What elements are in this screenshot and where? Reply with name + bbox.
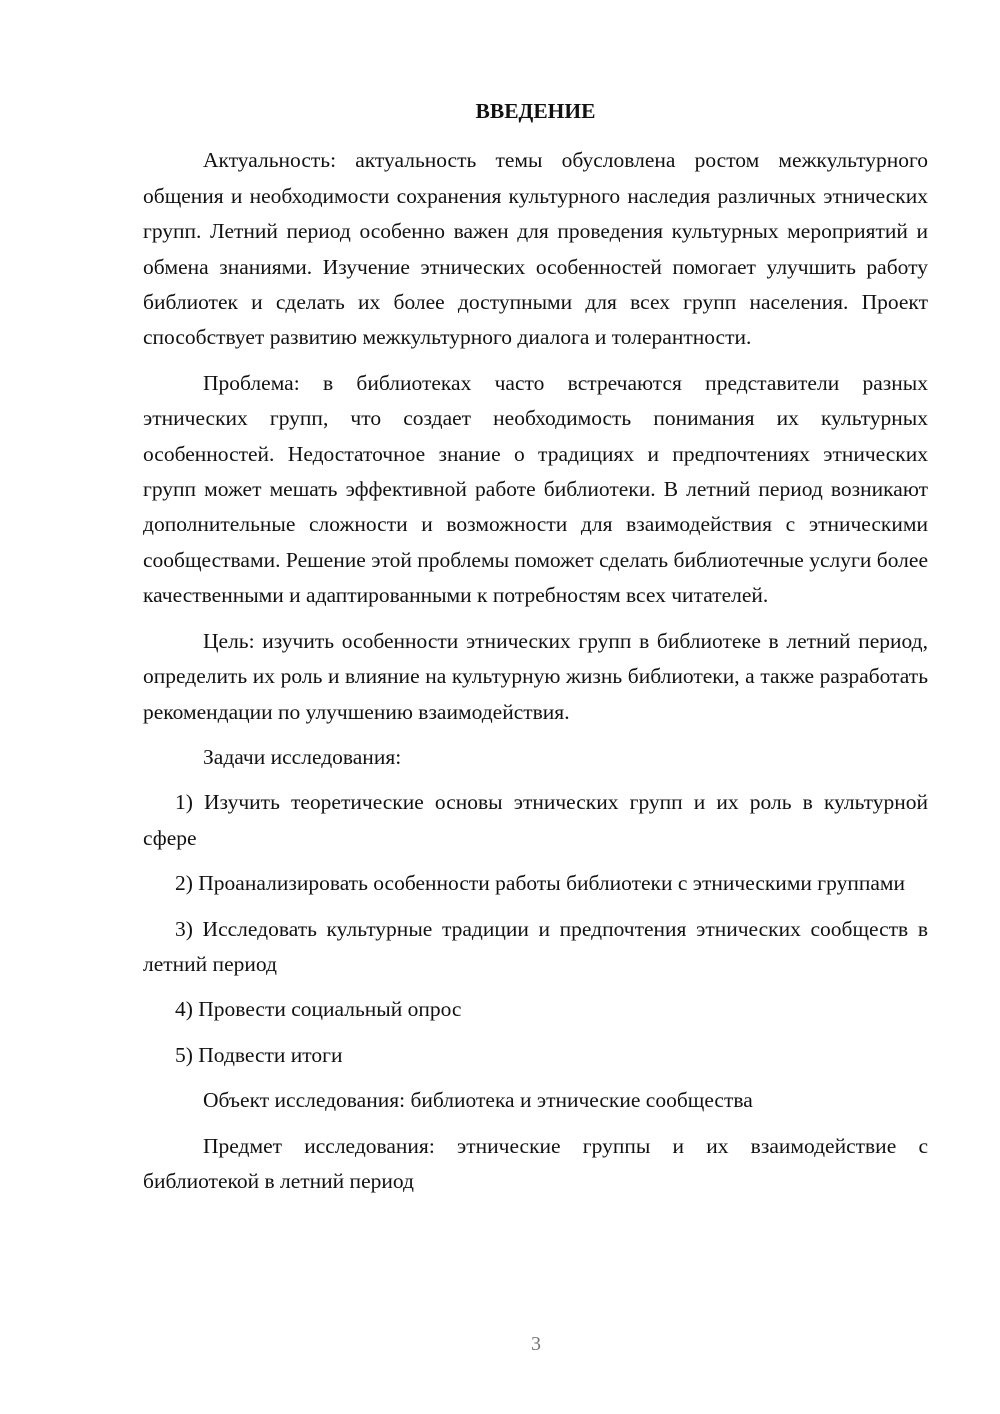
problem-paragraph: Проблема: в библиотеках часто встречаются представители разных этнических групп, что создает необходимость понимания их культурных особенностей. Недостаточное знание о традициях и предпочтениях этнических групп может мешать эффективной работе библиотеки. В летний период возникают дополнительные сложности и возможности для взаимодействия с этническими сообществами. Решение этой проблемы поможет сделать библиотечные услуги более качественными и адаптированными к потребностям всех читателей.: [143, 370, 928, 608]
task-item: 2) Проанализировать особенности работы библиотеки с этническими группами: [175, 871, 906, 896]
page-content: [143, 94, 928, 1199]
task-item: 3) Исследовать культурные традиции и предпочтения этнических сообществ в летний период: [143, 916, 928, 976]
object-paragraph: Объект исследования: библиотека и этнические сообщества: [203, 1088, 753, 1113]
goal-paragraph: Цель: изучить особенности этнических групп в библиотеке в летний период, определить их роль и влияние на культурную жизнь библиотеки, а также разработать рекомендации по улучшению взаимодействия.: [143, 628, 928, 724]
page-number: 3: [531, 1333, 541, 1355]
subject-paragraph: Предмет исследования: этнические группы и их взаимодействие с библиотекой в летний период: [143, 1133, 928, 1193]
task-item: 4) Провести социальный опрос: [175, 997, 462, 1022]
task-item: 1) Изучить теоретические основы этнических групп и их роль в культурной сфере: [143, 790, 928, 850]
task-item: 5) Подвести итоги: [175, 1042, 343, 1067]
section-title: ВВЕДЕНИЕ: [475, 99, 596, 123]
tasks-heading: Задачи исследования:: [203, 744, 402, 769]
relevance-paragraph: Актуальность: актуальность темы обусловлена ростом межкультурного общения и необходимости сохранения культурного наследия различных этнических групп. Летний период особенно важен для проведения культурных мероприятий и обмена знаниями. Изучение этнических особенностей помогает улучшить работу библиотек и сделать их более доступными для всех групп населения. Проект способствует развитию межкультурного диалога и толерантности.: [143, 148, 928, 350]
